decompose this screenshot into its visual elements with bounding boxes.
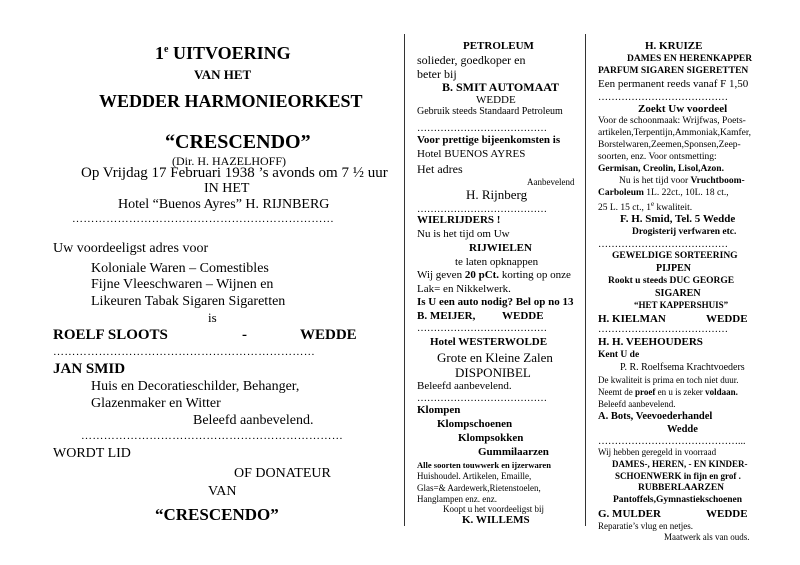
column-divider <box>404 34 405 526</box>
kruize-line: DAMES EN HERENKAPPER <box>627 54 753 64</box>
kielman-name: H. KIELMAN <box>598 313 666 325</box>
veehouders-town: Wedde <box>667 424 698 435</box>
wielrijders-line: Is U een auto nodig? Bel op no 13 <box>417 296 574 308</box>
hotel-ba-line: Voor prettige bijeenkomsten is <box>417 134 561 146</box>
klompen-line: Klompsokken <box>458 432 524 444</box>
mulder-line: Pantoffels,Gymnastiekschoenen <box>613 495 743 505</box>
hotel-ba-line: Het adres <box>417 162 463 176</box>
separator-dots: ………………………………… <box>417 323 547 334</box>
zoekt-line: Germisan, Creolin, Lisol,Azon. <box>598 164 724 174</box>
wielrijders-town: WEDDE <box>502 310 544 322</box>
kruize-line: Een permanent reeds vanaf F 1,50 <box>598 78 749 90</box>
mulder-name: G. MULDER <box>598 508 661 520</box>
klompen-line: Klompschoenen <box>437 418 513 430</box>
klompen-line: Alle soorten touwwerk en ijzerwaren <box>417 460 551 470</box>
separator-dots: ……………………………………... <box>598 436 746 447</box>
klompen-line: Gummilaarzen <box>478 446 549 458</box>
klompen-line: Huishoudel. Artikelen, Emaille, <box>417 471 532 481</box>
zoekt-line: Carboleum 1L. 22ct., 10L. 18 ct., <box>598 188 729 198</box>
wielrijders-name: B. MEIJER, <box>417 310 476 322</box>
hotel-ba-line: H. Rijnberg <box>466 187 528 202</box>
hotel-ba-line: Hotel BUENOS AYRES <box>417 148 526 160</box>
separator-dots: ………………………………… <box>417 123 547 134</box>
separator-dots: ………………………………… <box>417 393 547 404</box>
zoekt-line: Voor de schoonmaak: Wrijfwas, Poets- <box>598 116 746 126</box>
ad-smid-name: JAN SMID <box>53 361 126 377</box>
conductor-line: (Dir. H. HAZELHOFF) <box>172 154 286 168</box>
veehouders-line: De kwaliteit is prima en toch niet duur. <box>598 375 739 385</box>
date-line: Op Vrijdag 17 Februari 1938 ’s avonds om 7 ½ uur <box>81 165 388 181</box>
veehouders-line: Neemt de proef en u is zeker voldaan. <box>598 387 738 397</box>
crescendo-footer: “CRESCENDO” <box>155 505 279 524</box>
wielrijders-line: RIJWIELEN <box>469 242 532 254</box>
klompen-line: Glas=& Aardewerk,Rietenstoelen, <box>417 483 541 493</box>
crescendo-heading: “CRESCENDO” <box>165 131 311 153</box>
in-het-label: IN HET <box>204 181 250 196</box>
separator-dots: …………………………………………………………… <box>81 430 344 442</box>
petroleum-line: Gebruik steeds Standaard Petroleum <box>417 106 563 117</box>
separator-dots: ………………………………… <box>417 204 547 215</box>
veehouders-line: Beleefd aanbevelend. <box>598 399 676 409</box>
zoekt-title: Zoekt Uw voordeel <box>638 103 728 115</box>
separator-dots: ………………………………… <box>598 324 728 335</box>
zoekt-line: soorten, enz. Voor ontsmetting: <box>598 152 717 162</box>
ad-sloots-name: ROELF SLOOTS <box>53 327 168 343</box>
zoekt-line: Drogisterij verfwaren etc. <box>632 227 737 237</box>
wielrijders-title: WIELRIJDERS ! <box>417 214 501 226</box>
wielrijders-line: Wij geven 20 pCt. korting op onze <box>417 269 571 281</box>
mulder-town: WEDDE <box>706 508 748 520</box>
orchestra-name: WEDDER HARMONIEORKEST <box>99 91 363 111</box>
ad-smid-line: Beleefd aanbevelend. <box>193 413 314 428</box>
petroleum-town: WEDDE <box>476 94 516 106</box>
kielman-town: WEDDE <box>706 313 748 325</box>
veehouders-title: H. H. VEEHOUDERS <box>598 336 703 348</box>
ad-sloots-intro: Uw voordeeligst adres voor <box>53 241 209 256</box>
mulder-line: RUBBERLAARZEN <box>638 483 725 493</box>
van-het-label: VAN HET <box>194 67 252 82</box>
concert-title: 1e UITVOERING <box>155 43 291 63</box>
hotel-ww-line: Grote en Kleine Zalen <box>437 350 553 365</box>
veehouders-line: Kent U de <box>598 350 640 360</box>
hotel-ww-line: Beleefd aanbevelend. <box>417 380 512 392</box>
kruize-line: PARFUM SIGAREN SIGERETTEN <box>598 66 749 76</box>
klompen-name: K. WILLEMS <box>462 514 530 526</box>
klompen-line: Klompen <box>417 404 461 416</box>
veehouders-line: P. R. Roelfsema Krachtvoeders <box>620 362 745 373</box>
member-line: OF DONATEUR <box>234 466 331 481</box>
zoekt-line: artikelen,Terpentijn,Ammoniak,Kamfer, <box>598 128 752 138</box>
ad-smid-line: Huis en Decoratieschilder, Behanger, <box>91 379 300 394</box>
hotel-ba-line: Aanbevelend <box>527 177 575 187</box>
venue-line: Hotel “Buenos Ayres” H. RIJNBERG <box>118 197 330 212</box>
zoekt-line: Borstelwaren,Zeemen,Sponsen,Zeep- <box>598 140 741 150</box>
zoekt-name: F. H. Smid, Tel. 5 Wedde <box>620 213 736 225</box>
ad-sloots-is: is <box>208 310 217 325</box>
ad-sloots-town: WEDDE <box>300 327 357 343</box>
kielman-line: Rookt u steeds DUC GEORGE <box>608 276 735 286</box>
zoekt-line: 25 L. 15 ct., 1e kwaliteit. <box>598 200 693 214</box>
kielman-line: “HET KAPPERSHUIS” <box>634 300 729 310</box>
separator-dots: ………………………………… <box>598 239 728 250</box>
ad-sloots-dash: - <box>242 327 247 343</box>
ad-sloots-line: Fijne Vleeschwaren – Wijnen en <box>91 277 274 292</box>
kruize-title: H. KRUIZE <box>645 40 703 52</box>
ad-sloots-line: Likeuren Tabak Sigaren Sigaretten <box>91 294 286 309</box>
mulder-line: DAMES-, HEREN, - EN KINDER- <box>612 459 748 469</box>
ad-smid-line: Glazenmaker en Witter <box>91 396 221 411</box>
mulder-line: Reparatie’s vlug en netjes. <box>598 521 693 531</box>
separator-dots: …………………………………………………………… <box>72 213 335 225</box>
wielrijders-line: te laten opknappen <box>455 256 539 268</box>
ad-sloots-line: Koloniale Waren – Comestibles <box>91 261 269 276</box>
zoekt-line: Nu is het tijd voor Vruchtboom- <box>619 176 745 186</box>
kielman-line: SIGAREN <box>655 288 701 299</box>
hotel-ww-line: Hotel WESTERWOLDE <box>430 336 548 348</box>
klompen-line: Koopt u het voordeeligst bij <box>443 504 544 514</box>
separator-dots: ………………………………… <box>598 92 728 103</box>
petroleum-line: beter bij <box>417 67 457 81</box>
veehouders-name: A. Bots, Veevoederhandel <box>598 411 713 422</box>
petroleum-title: PETROLEUM <box>463 40 534 52</box>
petroleum-name: B. SMIT AUTOMAAT <box>442 80 560 94</box>
member-line: WORDT LID <box>53 446 131 461</box>
mulder-line: Wij hebben geregeld in voorraad <box>598 447 717 457</box>
kielman-line: GEWELDIGE SORTEERING <box>612 251 738 261</box>
hotel-ww-line: DISPONIBEL <box>455 365 531 380</box>
separator-dots: …………………………………………………………… <box>53 346 316 358</box>
member-line: VAN <box>208 484 237 499</box>
wielrijders-line: Lak= en Nikkelwerk. <box>417 283 511 295</box>
petroleum-line: solieder, goedkoper en <box>417 53 526 67</box>
mulder-line: Maatwerk als van ouds. <box>664 532 750 542</box>
column-divider <box>585 34 586 526</box>
klompen-line: Hanglampen enz. enz. <box>417 494 497 504</box>
wielrijders-line: Nu is het tijd om Uw <box>417 228 510 240</box>
kielman-line: PIJPEN <box>656 263 691 274</box>
mulder-line: SCHOENWERK in fijn en grof . <box>615 471 741 481</box>
